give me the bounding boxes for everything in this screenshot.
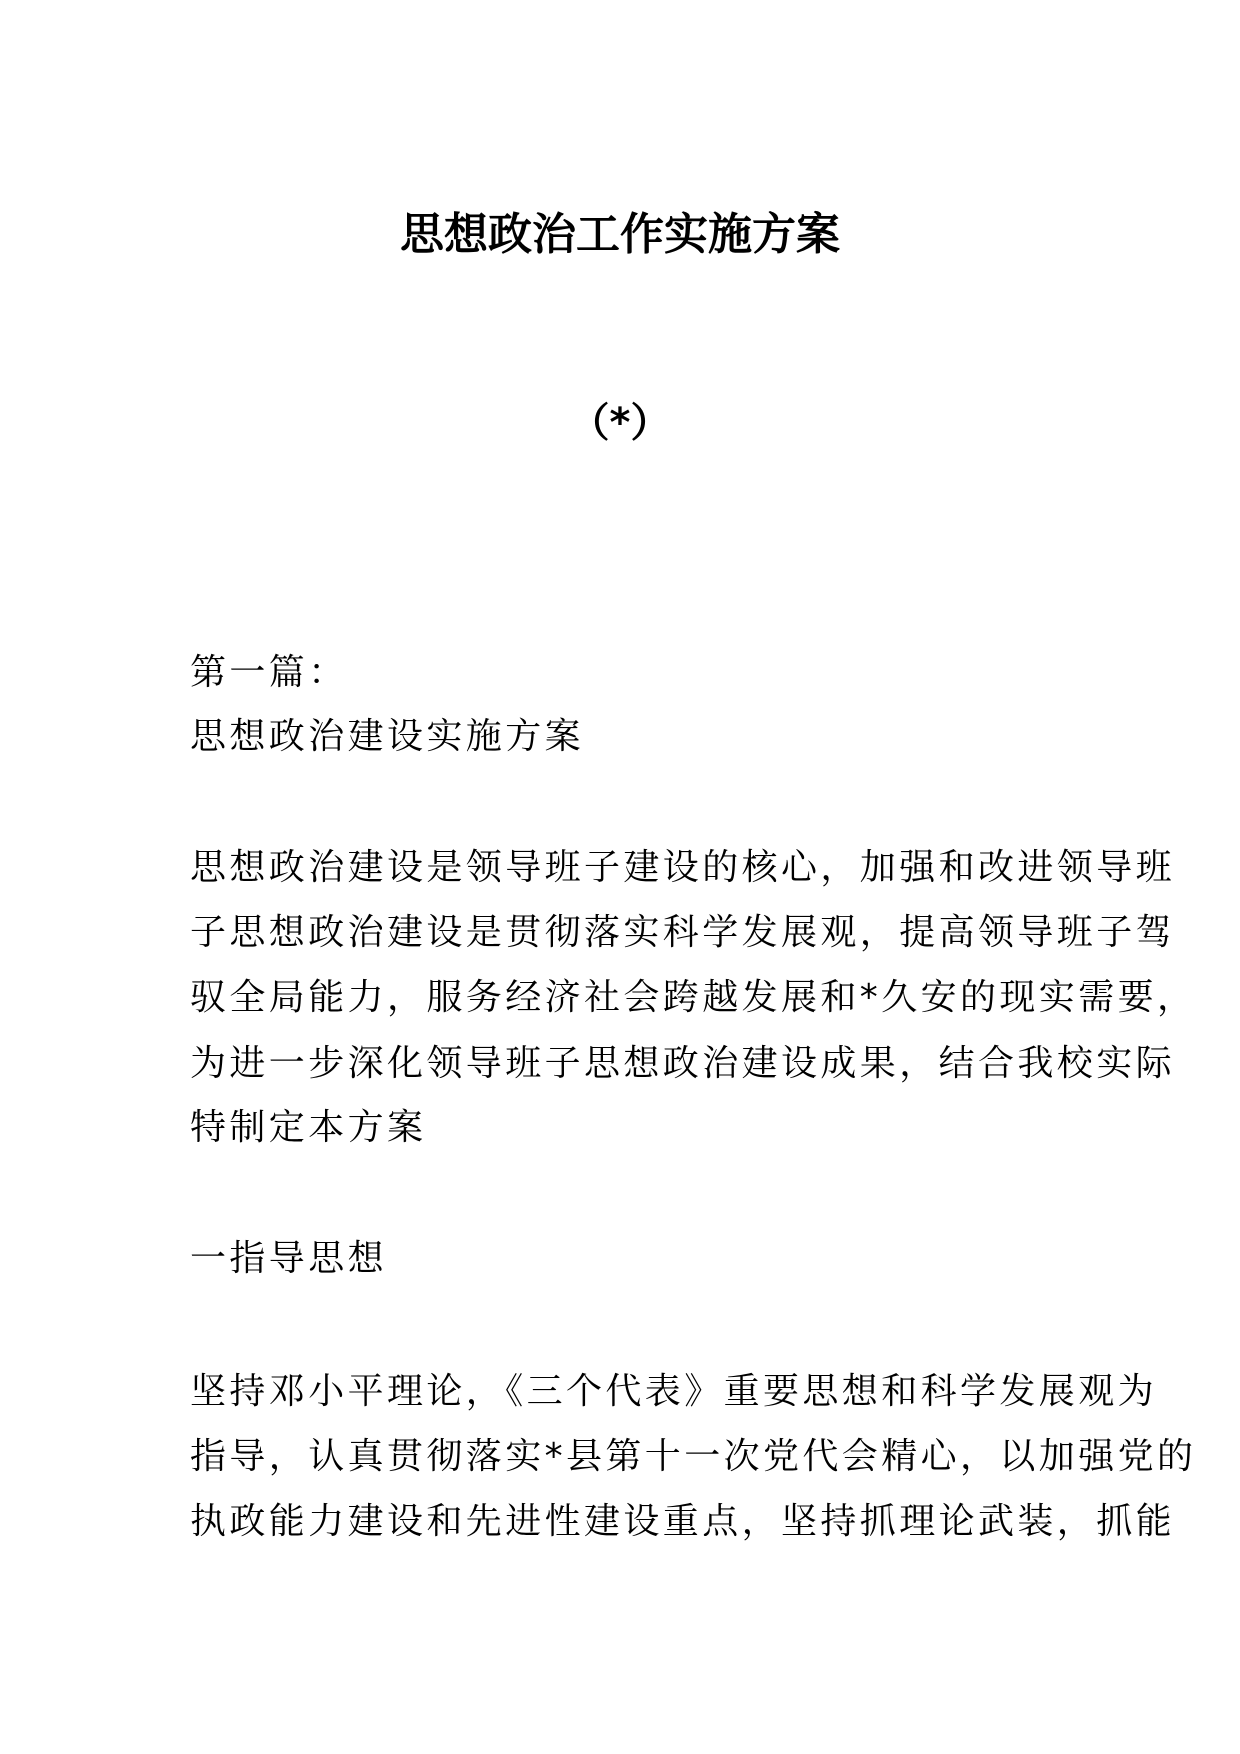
document-title: 思想政治工作实施方案: [400, 209, 840, 260]
paragraph-line: 为进一步深化领导班子思想政治建设成果，结合我校实际: [190, 1043, 1176, 1084]
document-subtitle: （*）: [569, 400, 671, 446]
section-label: 第一篇：: [190, 652, 348, 693]
paragraph-line: 子思想政治建设是贯彻落实科学发展观，提高领导班子驾: [190, 912, 1176, 953]
heading-guiding-thought: 一指导思想: [190, 1238, 388, 1279]
paragraph-line: 驭全局能力，服务经济社会跨越发展和*久安的现实需要，: [190, 977, 1197, 1018]
paragraph-line: 执政能力建设和先进性建设重点，坚持抓理论武装，抓能: [190, 1501, 1176, 1542]
paragraph-line: 坚持邓小平理论，《三个代表》重要思想和科学发展观为: [190, 1371, 1158, 1412]
paragraph-line: 指导，认真贯彻落实*县第十一次党代会精心，以加强党的: [190, 1436, 1197, 1477]
paragraph-line: 思想政治建设是领导班子建设的核心，加强和改进领导班: [190, 847, 1176, 888]
section-title: 思想政治建设实施方案: [190, 716, 585, 757]
paragraph-line: 特制定本方案: [190, 1107, 427, 1148]
